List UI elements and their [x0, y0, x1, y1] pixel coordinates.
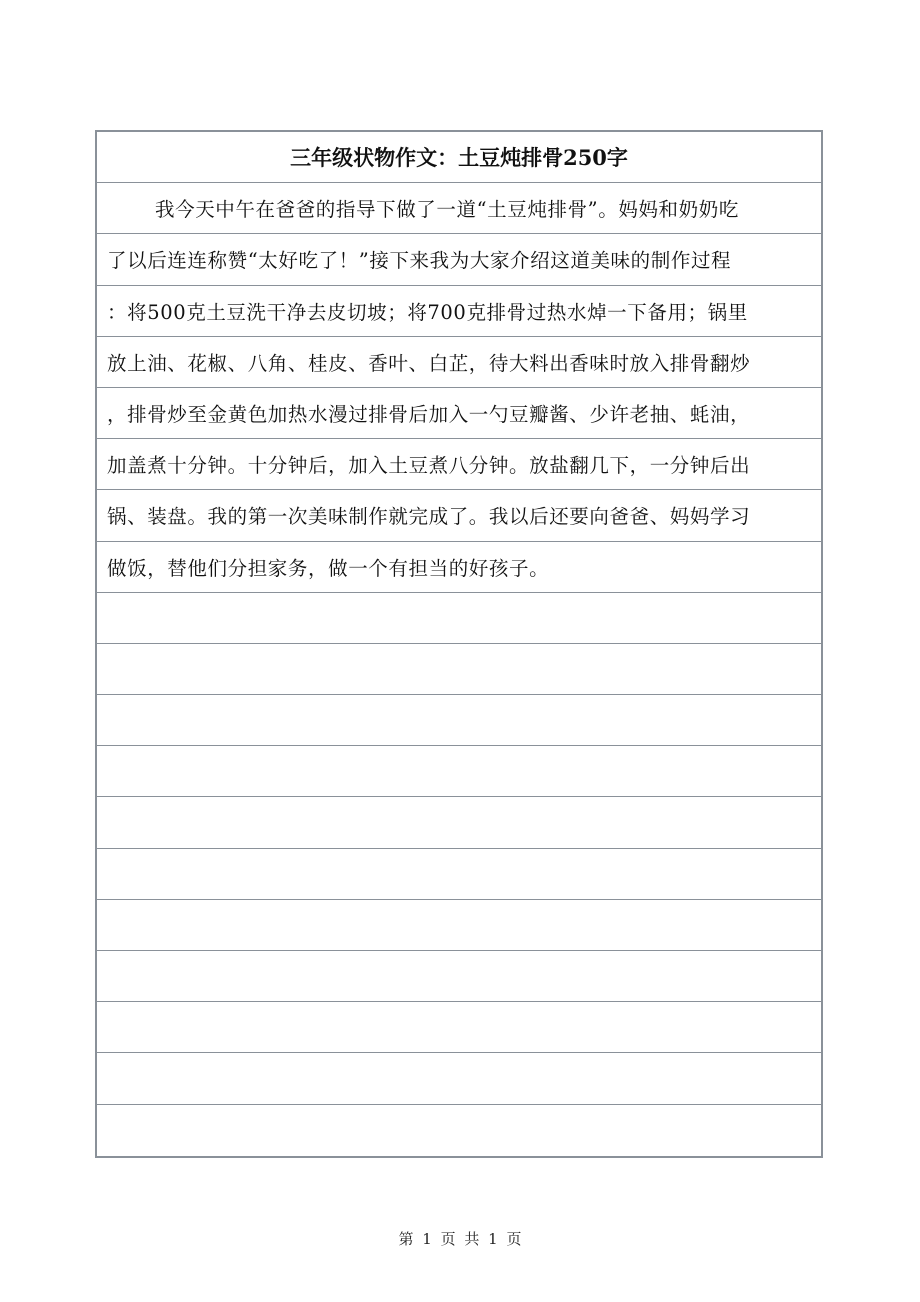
- essay-line: 锅、装盘。我的第一次美味制作就完成了。我以后还要向爸爸、妈妈学习: [97, 490, 821, 541]
- page-number: 第 1 页 共 1 页: [398, 1230, 522, 1248]
- essay-line: 加盖煮十分钟。十分钟后，加入土豆煮八分钟。放盐翻几下，一分钟后出: [97, 439, 821, 490]
- essay-line: 放上油、花椒、八角、桂皮、香叶、白芷，待大料出香味时放入排骨翻炒: [97, 337, 821, 388]
- essay-line: 我今天中午在爸爸的指导下做了一道“土豆炖排骨”。妈妈和奶奶吃: [97, 183, 821, 234]
- empty-line: [97, 900, 821, 951]
- essay-grid: [95, 130, 823, 1158]
- empty-line: [97, 695, 821, 746]
- essay-line: 做饭，替他们分担家务，做一个有担当的好孩子。: [97, 542, 821, 593]
- empty-line: [97, 1002, 821, 1053]
- empty-line: [97, 797, 821, 848]
- essay-line: 了以后连连称赞“太好吃了！”接下来我为大家介绍这道美味的制作过程: [97, 234, 821, 285]
- essay-line: ：将500克土豆洗干净去皮切坡；将700克排骨过热水焯一下备用；锅里: [97, 286, 821, 337]
- empty-line: [97, 746, 821, 797]
- empty-line: [97, 951, 821, 1002]
- essay-line: ，排骨炒至金黄色加热水漫过排骨后加入一勺豆瓣酱、少许老抽、蚝油，: [97, 388, 821, 439]
- empty-line: [97, 1053, 821, 1104]
- empty-line: [97, 1105, 821, 1156]
- essay-title: 三年级状物作文：土豆炖排骨250字: [97, 132, 821, 183]
- empty-line: [97, 849, 821, 900]
- empty-line: [97, 644, 821, 695]
- empty-line: [97, 593, 821, 644]
